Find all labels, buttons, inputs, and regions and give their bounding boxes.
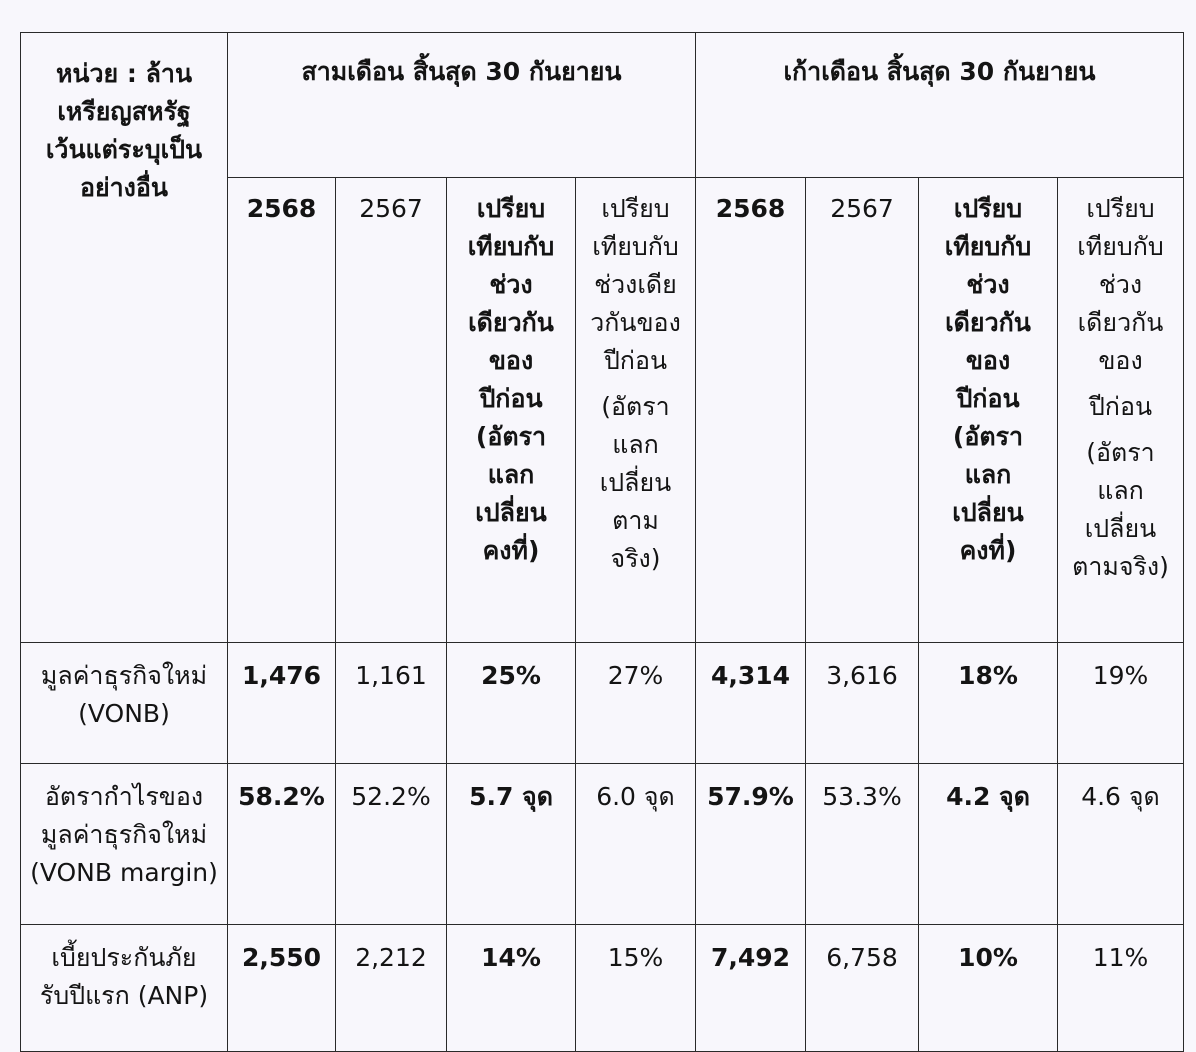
row-label-vonb bbox=[21, 643, 228, 764]
unit-label-line: เหรียญสหรัฐ bbox=[57, 97, 191, 126]
header-line: ปีก่อน bbox=[479, 384, 543, 413]
header-line: เทียบกับ bbox=[467, 232, 555, 261]
cell-margin-9m-const-fx: 4.2 จุด bbox=[919, 764, 1058, 925]
group-header-nine-months: เก้าเดือน สิ้นสุด 30 กันยายน bbox=[696, 33, 1184, 178]
unit-label-line: อย่างอื่น bbox=[79, 173, 168, 202]
table-row-anp bbox=[21, 925, 1184, 1052]
header-line: คงที่) bbox=[959, 536, 1017, 565]
header-line: แลก bbox=[964, 460, 1012, 489]
header-row-groups bbox=[21, 33, 1184, 178]
cell-anp-3m-actual-fx: 15% bbox=[576, 925, 696, 1052]
cell-margin-9m-actual-fx: 4.6 จุด bbox=[1058, 764, 1184, 925]
header-line: (อัตรา bbox=[1086, 438, 1155, 467]
header-line: เทียบกับ bbox=[944, 232, 1032, 261]
cell-anp-9m-2568: 7,492 bbox=[696, 925, 806, 1052]
header-line: เปรียบ bbox=[476, 194, 546, 223]
row-label-line: (VONB margin) bbox=[30, 858, 218, 887]
table-row-vonb-margin bbox=[21, 764, 1184, 925]
header-line: ปีก่อน bbox=[956, 384, 1020, 413]
unit-label-line: เว้นแต่ระบุเป็น bbox=[45, 135, 203, 164]
col-header-2567: 2567 bbox=[336, 178, 447, 643]
unit-label-cell bbox=[21, 33, 228, 643]
table-row-vonb bbox=[21, 643, 1184, 764]
col-header-const-fx bbox=[919, 178, 1058, 643]
header-line: ของ bbox=[1098, 346, 1143, 375]
col-header-actual-fx bbox=[576, 178, 696, 643]
header-line: เปลี่ยน bbox=[952, 498, 1024, 527]
cell-anp-3m-const-fx: 14% bbox=[447, 925, 576, 1052]
header-line: เปลี่ยน bbox=[1084, 514, 1157, 543]
header-line: ตาม bbox=[612, 506, 659, 535]
row-label-vonb-margin bbox=[21, 764, 228, 925]
header-line: วกันของ bbox=[590, 308, 681, 337]
cell-vonb-9m-2568: 4,314 bbox=[696, 643, 806, 764]
row-label-anp bbox=[21, 925, 228, 1052]
cell-anp-9m-const-fx: 10% bbox=[919, 925, 1058, 1052]
header-line: แลก bbox=[487, 460, 535, 489]
col-header-actual-fx bbox=[1058, 178, 1184, 643]
results-table bbox=[20, 32, 1184, 1052]
header-line: เดียวกัน bbox=[468, 308, 554, 337]
col-header-2568: 2568 bbox=[228, 178, 336, 643]
header-line: (อัตรา bbox=[601, 392, 670, 421]
header-line: จริง) bbox=[610, 544, 661, 573]
row-label-line: มูลค่าธุรกิจใหม่ bbox=[40, 661, 208, 690]
cell-vonb-9m-2567: 3,616 bbox=[806, 643, 919, 764]
unit-label-line: หน่วย : ล้าน bbox=[55, 59, 193, 88]
header-line: ช่วงเดีย bbox=[594, 270, 677, 299]
cell-margin-9m-2568: 57.9% bbox=[696, 764, 806, 925]
cell-anp-9m-actual-fx: 11% bbox=[1058, 925, 1184, 1052]
header-line: ปีก่อน bbox=[1088, 392, 1153, 421]
row-label-line: มูลค่าธุรกิจใหม่ bbox=[40, 820, 208, 849]
header-line: ของ bbox=[965, 346, 1011, 375]
cell-margin-3m-2568: 58.2% bbox=[228, 764, 336, 925]
cell-vonb-3m-actual-fx: 27% bbox=[576, 643, 696, 764]
cell-vonb-3m-const-fx: 25% bbox=[447, 643, 576, 764]
header-line: แลก bbox=[1097, 476, 1144, 505]
col-header-const-fx bbox=[447, 178, 576, 643]
header-line: ช่วง bbox=[966, 270, 1010, 299]
header-line: เปรียบ bbox=[601, 194, 670, 223]
cell-vonb-3m-2568: 1,476 bbox=[228, 643, 336, 764]
header-line: ตามจริง) bbox=[1072, 552, 1169, 581]
header-line: ช่วง bbox=[1098, 270, 1143, 299]
row-label-line: (VONB) bbox=[78, 699, 170, 728]
header-line: เดียวกัน bbox=[1077, 308, 1164, 337]
header-line: เดียวกัน bbox=[945, 308, 1031, 337]
header-line: เปลี่ยน bbox=[599, 468, 672, 497]
header-line: ช่วง bbox=[489, 270, 533, 299]
cell-anp-9m-2567: 6,758 bbox=[806, 925, 919, 1052]
cell-margin-3m-actual-fx: 6.0 จุด bbox=[576, 764, 696, 925]
header-line: ปีก่อน bbox=[603, 346, 668, 375]
cell-anp-3m-2568: 2,550 bbox=[228, 925, 336, 1052]
cell-anp-3m-2567: 2,212 bbox=[336, 925, 447, 1052]
header-line: เปรียบ bbox=[1086, 194, 1155, 223]
cell-margin-9m-2567: 53.3% bbox=[806, 764, 919, 925]
header-line: (อัตรา bbox=[475, 422, 547, 451]
cell-vonb-3m-2567: 1,161 bbox=[336, 643, 447, 764]
header-line: คงที่) bbox=[482, 536, 540, 565]
header-line: เปรียบ bbox=[953, 194, 1023, 223]
group-header-three-months: สามเดือน สิ้นสุด 30 กันยายน bbox=[228, 33, 696, 178]
cell-vonb-9m-const-fx: 18% bbox=[919, 643, 1058, 764]
row-label-line: รับปีแรก (ANP) bbox=[39, 981, 209, 1010]
row-label-line: เบี้ยประกันภัย bbox=[51, 943, 197, 972]
header-line: เปลี่ยน bbox=[475, 498, 547, 527]
cell-vonb-9m-actual-fx: 19% bbox=[1058, 643, 1184, 764]
col-header-2567: 2567 bbox=[806, 178, 919, 643]
header-line: แลก bbox=[612, 430, 659, 459]
col-header-2568: 2568 bbox=[696, 178, 806, 643]
cell-margin-3m-2567: 52.2% bbox=[336, 764, 447, 925]
header-line: เทียบกับ bbox=[592, 232, 679, 261]
header-line: (อัตรา bbox=[952, 422, 1024, 451]
cell-margin-3m-const-fx: 5.7 จุด bbox=[447, 764, 576, 925]
header-line: ของ bbox=[488, 346, 534, 375]
header-line: เทียบกับ bbox=[1077, 232, 1164, 261]
row-label-line: อัตรากำไรของ bbox=[44, 782, 204, 811]
